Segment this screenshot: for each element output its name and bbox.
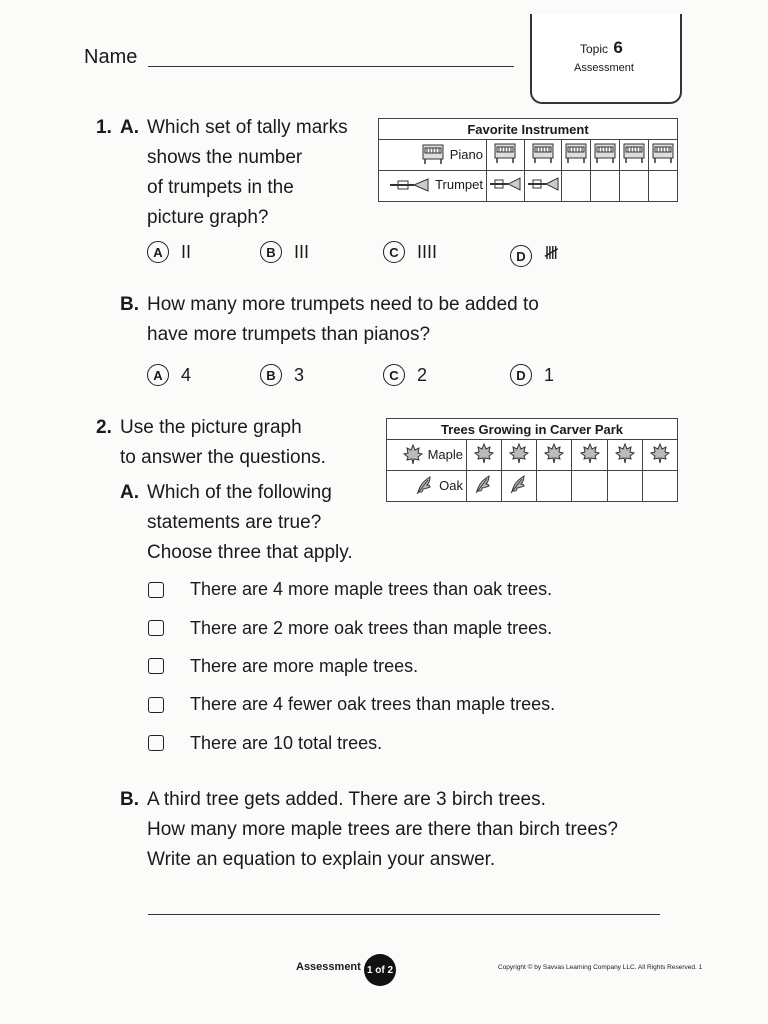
trumpet-icon (488, 177, 522, 196)
statement-checkbox[interactable] (148, 735, 164, 751)
oak-cell (502, 471, 537, 502)
q2a-prompt (147, 478, 353, 568)
oak-cell (572, 471, 607, 502)
q1a-choice-b[interactable] (260, 241, 309, 263)
q1a-choice-c[interactable] (383, 241, 437, 263)
trees-carver-park-graph (386, 418, 678, 502)
choice-bubble: B (260, 241, 282, 263)
q1b-line: have more trumpets than pianos? (147, 324, 431, 345)
maple-leaf-icon (473, 442, 495, 469)
choice-answer: II (181, 241, 192, 262)
statement-text: There are 10 total trees. (190, 733, 383, 753)
piano-icon (650, 142, 676, 169)
name-write-line[interactable] (148, 66, 514, 67)
q2-number: 2. (96, 417, 112, 438)
q1b-choice-d[interactable] (510, 364, 554, 386)
graph-row-trumpet (379, 171, 678, 202)
q1b-prompt (147, 290, 539, 350)
name-label: Name (84, 46, 138, 68)
q2-intro (120, 413, 326, 473)
choice-bubble: C (383, 241, 405, 263)
q2-intro-line: Use the picture graph (120, 417, 302, 438)
piano-icon (592, 142, 618, 169)
trumpet-cell (620, 171, 649, 202)
graph-row-piano (379, 140, 678, 171)
q2b-line: Write an equation to explain your answer. (147, 849, 496, 870)
choice-answer: 2 (417, 364, 428, 385)
choice-bubble: A (147, 241, 169, 263)
row-label-text: Piano (449, 146, 483, 162)
choice-answer: III (294, 241, 310, 262)
piano-icon (492, 142, 518, 169)
piano-icon (530, 142, 556, 169)
q1b-letter: B. (120, 294, 139, 315)
maple-cell (607, 440, 642, 471)
statement-checkbox[interactable] (148, 697, 164, 713)
q1a-choice-d[interactable] (510, 241, 559, 271)
copyright-notice: Copyright © by Savvas Learning Company LLC. All Rights Reserved. 1 (498, 964, 703, 971)
oak-leaf-icon (508, 473, 530, 500)
choice-answer: IIII (417, 241, 438, 262)
choice-bubble: D (510, 245, 532, 267)
choice-answer: 𝍸 (544, 243, 559, 263)
choice-answer: 4 (181, 364, 192, 385)
assessment-label: Assessment (574, 62, 634, 74)
maple-leaf-icon (543, 442, 565, 469)
trumpet-cell (562, 171, 591, 202)
piano-icon (420, 143, 446, 168)
oak-cell (537, 471, 572, 502)
q2a-line: statements are true? (147, 512, 322, 533)
choice-answer: 1 (544, 364, 555, 385)
row-label-maple (387, 440, 467, 471)
piano-cell (591, 140, 620, 171)
q2b-line: How many more maple trees are there than birch trees? (147, 819, 618, 840)
piano-cell (562, 140, 591, 171)
q2b-prompt (147, 785, 618, 875)
choice-bubble: C (383, 364, 405, 386)
statement-checkbox[interactable] (148, 582, 164, 598)
oak-cell (467, 471, 502, 502)
topic-number: 6 (613, 38, 623, 57)
statement-checkbox[interactable] (148, 658, 164, 674)
trumpet-icon (526, 177, 560, 196)
q1b-choice-a[interactable] (147, 364, 191, 386)
q1a-line: of trumpets in the (147, 177, 294, 198)
trumpet-cell (487, 171, 525, 202)
row-label-text: Maple (427, 446, 463, 462)
maple-cell (502, 440, 537, 471)
piano-cell (649, 140, 678, 171)
row-label-text: Oak (439, 477, 463, 493)
trumpet-cell (524, 171, 562, 202)
q1b-choice-c[interactable] (383, 364, 427, 386)
piano-cell (620, 140, 649, 171)
q1a-line: Which set of tally marks (147, 117, 348, 138)
row-label-text: Trumpet (435, 177, 483, 193)
topic-heading (580, 38, 623, 58)
choice-bubble: D (510, 364, 532, 386)
answer-write-line[interactable] (148, 914, 660, 915)
footer-assessment-label: Assessment (296, 961, 361, 973)
row-label-trumpet (379, 171, 487, 202)
oak-cell (607, 471, 642, 502)
piano-icon (621, 142, 647, 169)
statement-checkbox[interactable] (148, 620, 164, 636)
q1a-prompt (147, 113, 348, 233)
q2-intro-line: to answer the questions. (120, 447, 326, 468)
trumpet-cell (649, 171, 678, 202)
oak-leaf-icon (414, 474, 436, 499)
choice-bubble: B (260, 364, 282, 386)
piano-cell (487, 140, 525, 171)
topic-tab (530, 14, 682, 104)
maple-leaf-icon (614, 442, 636, 469)
page-badge: 1 of 2 (364, 954, 396, 986)
maple-leaf-icon (402, 443, 424, 468)
oak-cell (642, 471, 677, 502)
topic-label: Topic (580, 42, 609, 56)
row-label-piano (379, 140, 487, 171)
row-label-oak (387, 471, 467, 502)
q1a-line: shows the number (147, 147, 303, 168)
q1a-line: picture graph? (147, 207, 269, 228)
q2a-line: Choose three that apply. (147, 542, 353, 563)
graph-title: Favorite Instrument (379, 119, 678, 140)
statement-text: There are more maple trees. (190, 656, 419, 676)
q1a-letter: A. (120, 117, 139, 138)
statement-text: There are 2 more oak trees than maple trees. (190, 618, 553, 638)
graph-row-oak (387, 471, 678, 502)
statement-text: There are 4 fewer oak trees than maple trees. (190, 694, 556, 714)
maple-cell (467, 440, 502, 471)
maple-leaf-icon (649, 442, 671, 469)
choice-bubble: A (147, 364, 169, 386)
trumpet-icon (388, 178, 432, 195)
trumpet-cell (591, 171, 620, 202)
q2b-line: A third tree gets added. There are 3 birch trees. (147, 789, 546, 810)
maple-cell (572, 440, 607, 471)
statement-text: There are 4 more maple trees than oak trees. (190, 579, 553, 599)
q1-number: 1. (96, 117, 112, 138)
q2a-letter: A. (120, 482, 139, 503)
graph-title: Trees Growing in Carver Park (387, 419, 678, 440)
q1a-choice-a[interactable] (147, 241, 191, 263)
q1b-line: How many more trumpets need to be added to (147, 294, 539, 315)
maple-leaf-icon (579, 442, 601, 469)
graph-row-maple (387, 440, 678, 471)
maple-cell (642, 440, 677, 471)
piano-cell (524, 140, 562, 171)
q2b-letter: B. (120, 789, 139, 810)
maple-cell (537, 440, 572, 471)
favorite-instrument-graph (378, 118, 678, 202)
choice-answer: 3 (294, 364, 305, 385)
q2a-line: Which of the following (147, 482, 332, 503)
piano-icon (563, 142, 589, 169)
oak-leaf-icon (473, 473, 495, 500)
maple-leaf-icon (508, 442, 530, 469)
q1b-choice-b[interactable] (260, 364, 304, 386)
